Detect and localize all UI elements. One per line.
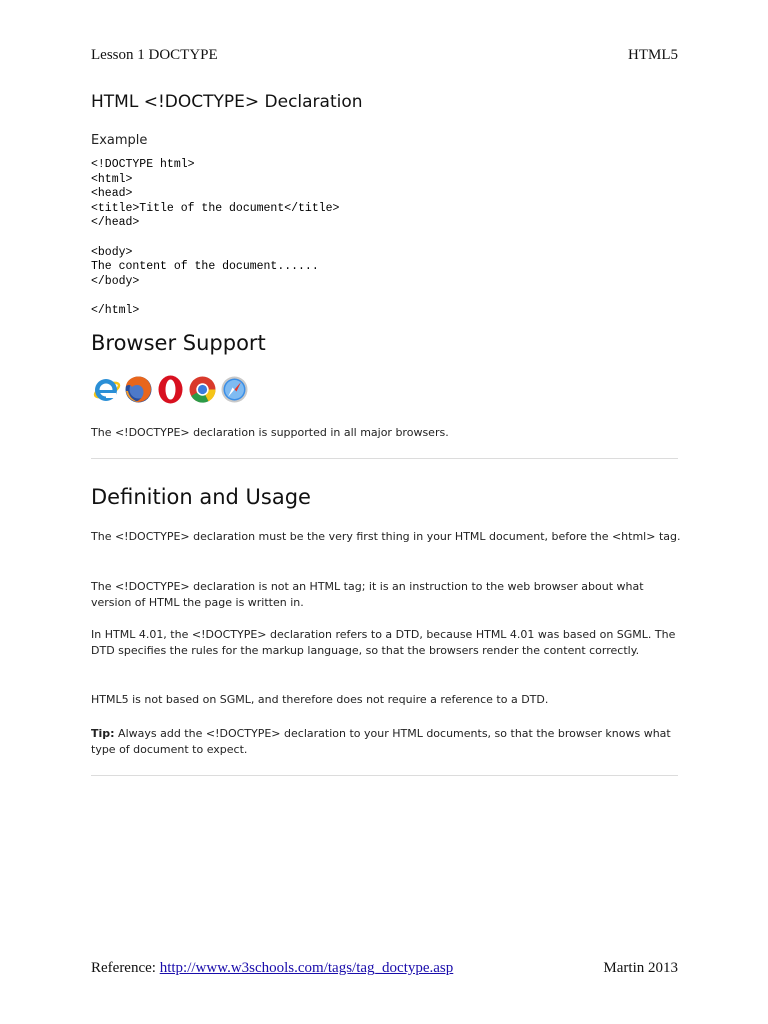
footer-reference bbox=[91, 960, 453, 977]
browser-support-text: The <!DOCTYPE> declaration is supported in all major browsers. bbox=[91, 426, 449, 439]
definition-paragraph: The <!DOCTYPE> declaration must be the very first thing in your HTML document, before the <html> tag. bbox=[91, 530, 681, 543]
chrome-icon bbox=[187, 373, 218, 406]
code-example: <!DOCTYPE html> <html> <head> <title>Title of the document</title> </head> <body> The content of the document...... </body> </html> bbox=[91, 158, 340, 317]
opera-icon bbox=[155, 373, 186, 406]
section-divider bbox=[91, 458, 678, 459]
reference-link[interactable]: http://www.w3schools.com/tags/tag_doctype.asp bbox=[159, 960, 454, 976]
browser-support-heading: Browser Support bbox=[91, 331, 266, 355]
definition-paragraph: The <!DOCTYPE> declaration is not an HTML tag; it is an instruction to the web browser about what version of HTML the page is written in. bbox=[91, 580, 644, 609]
running-footer bbox=[91, 960, 678, 977]
safari-icon bbox=[219, 373, 250, 406]
internet-explorer-icon bbox=[91, 373, 122, 406]
definition-heading: Definition and Usage bbox=[91, 485, 311, 509]
header-lesson-title: Lesson 1 DOCTYPE bbox=[91, 47, 218, 63]
tip-label: Tip: bbox=[91, 727, 115, 740]
tip-paragraph bbox=[91, 726, 681, 758]
tip-text: Always add the <!DOCTYPE> declaration to your HTML documents, so that the browser knows what type of document to expect. bbox=[91, 727, 671, 756]
header-topic: HTML5 bbox=[628, 47, 678, 63]
footer-author: Martin 2013 bbox=[603, 960, 678, 976]
section-divider bbox=[91, 775, 678, 776]
reference-label: Reference: bbox=[91, 960, 160, 976]
firefox-icon bbox=[123, 373, 154, 406]
definition-paragraph: HTML5 is not based on SGML, and therefore does not require a reference to a DTD. bbox=[91, 693, 549, 706]
running-header bbox=[91, 47, 678, 64]
example-label: Example bbox=[91, 133, 148, 148]
page-title: HTML <!DOCTYPE> Declaration bbox=[91, 92, 363, 112]
document-page bbox=[91, 0, 681, 1024]
browser-icons bbox=[91, 373, 250, 406]
definition-paragraph: In HTML 4.01, the <!DOCTYPE> declaration refers to a DTD, because HTML 4.01 was based on SGML. The DTD specifies the rules for the markup language, so that the browsers render the content correctly. bbox=[91, 628, 676, 657]
